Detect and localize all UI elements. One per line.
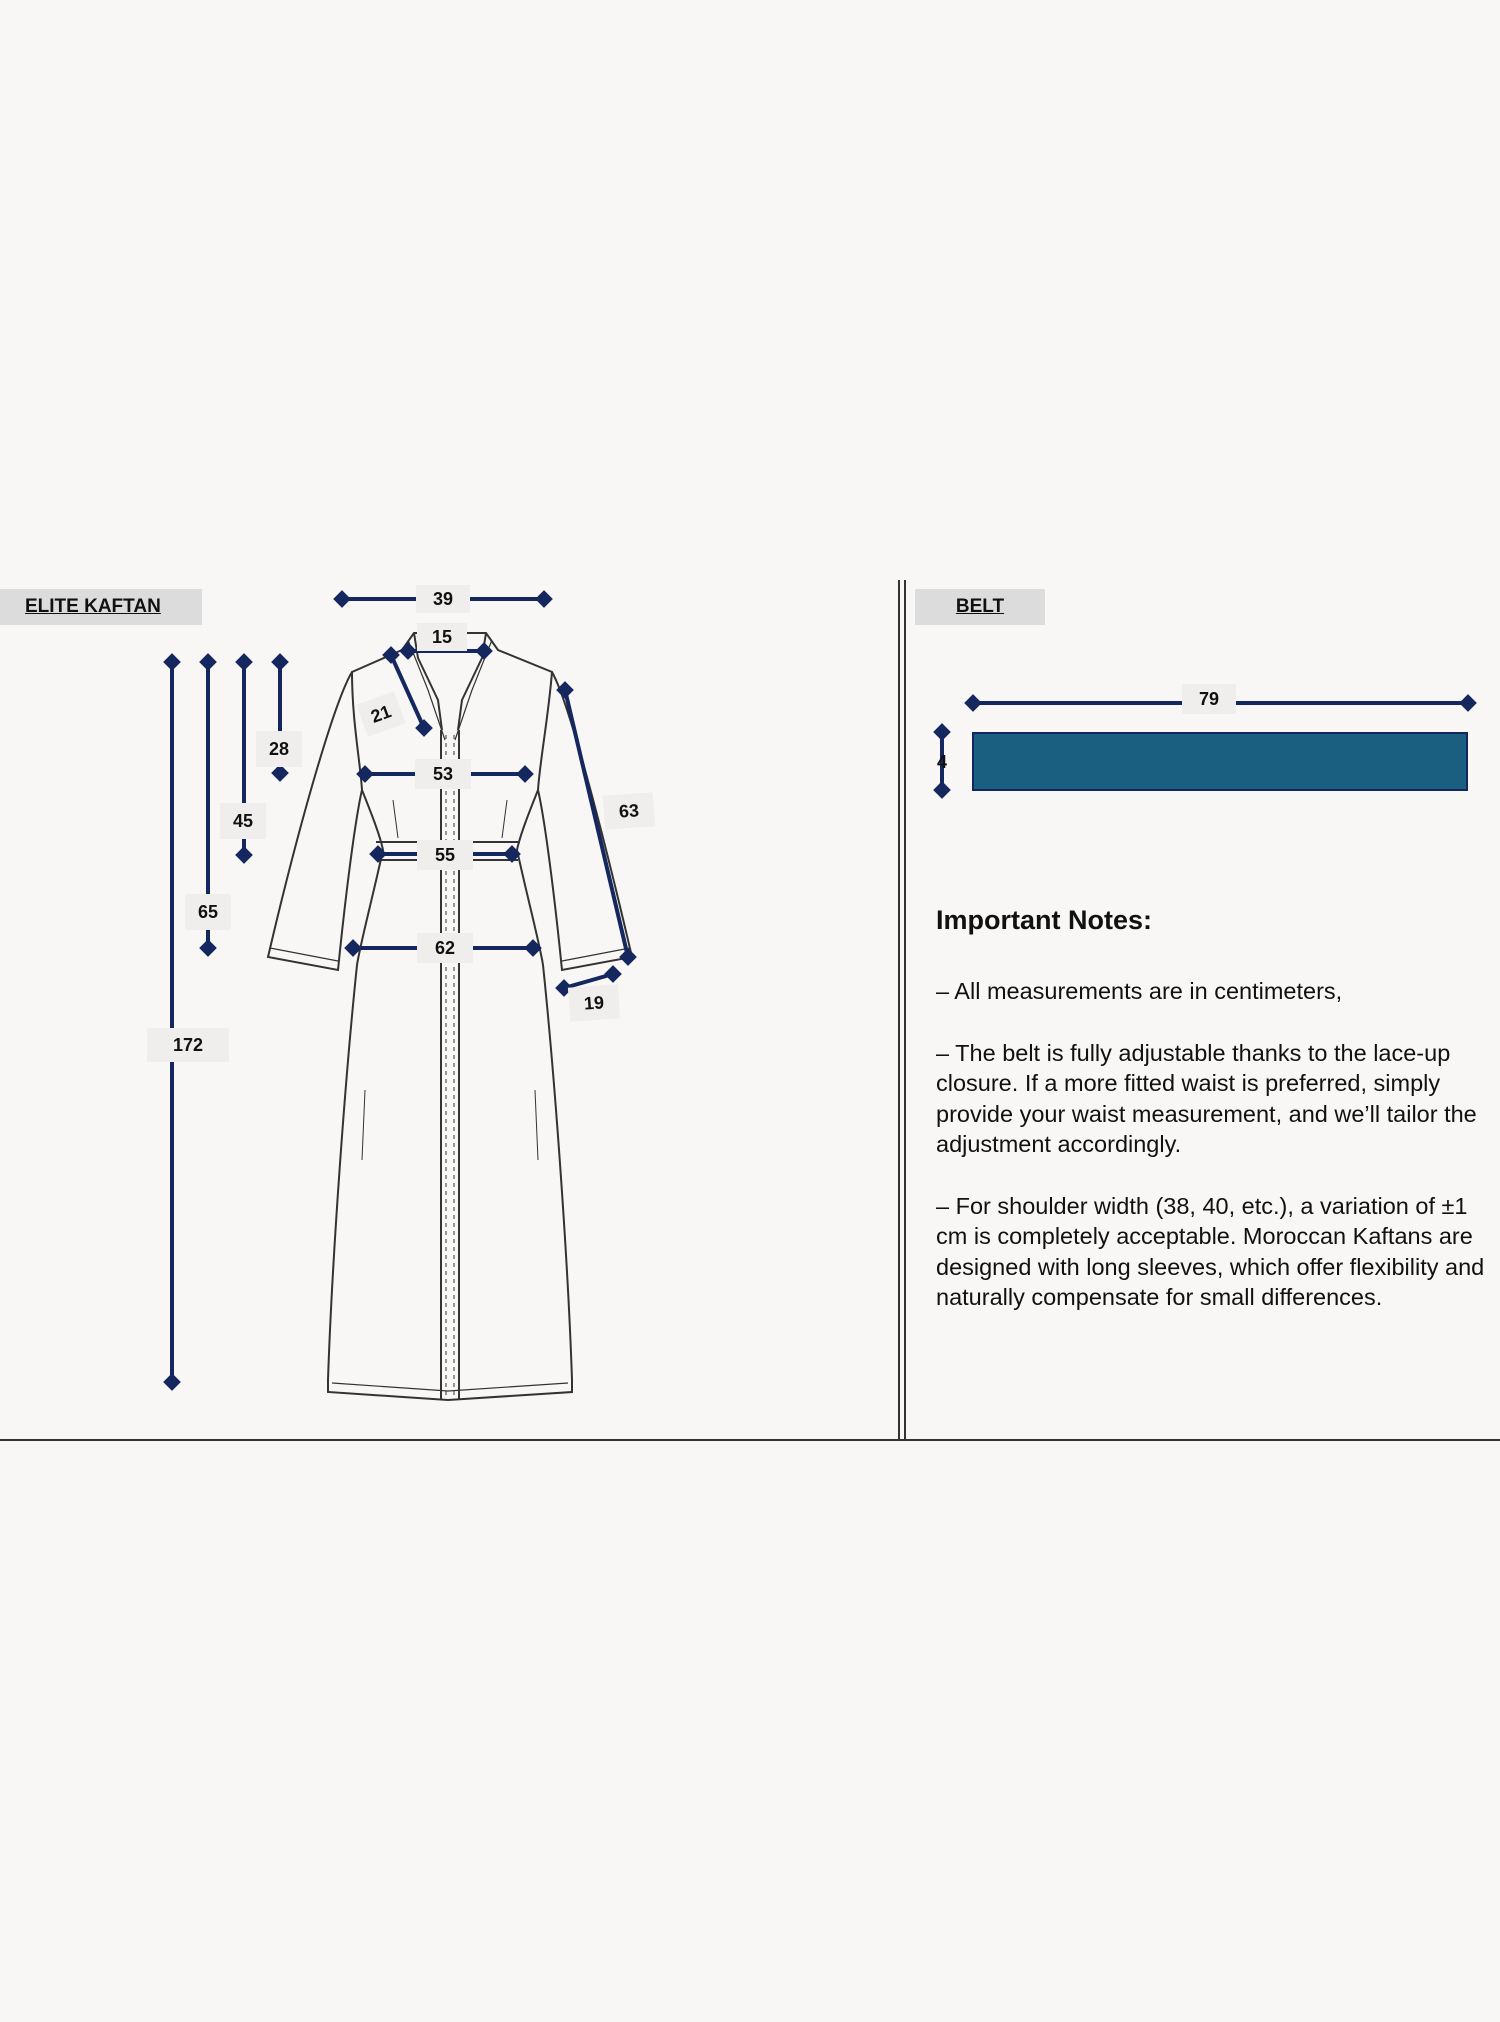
important-notes — [936, 905, 1496, 1344]
label-vertical-65: 65 — [185, 894, 231, 930]
label-belt-width: 4 — [936, 751, 947, 772]
label-hip-width: 62 — [417, 933, 473, 963]
note-item: – All measurements are in centimeters, — [936, 978, 1343, 1004]
kaftan-title: ELITE KAFTAN — [0, 589, 202, 625]
label-sleeve-length: 63 — [603, 792, 655, 829]
label-sleeve-opening: 19 — [568, 984, 620, 1021]
kaftan-body — [328, 633, 572, 1400]
front-placket — [441, 730, 459, 1400]
notes-title: Important Notes: — [936, 905, 1152, 935]
label-total-length: 172 — [147, 1028, 229, 1062]
label-neck-width: 15 — [417, 623, 467, 651]
label-vertical-45: 45 — [220, 803, 266, 839]
label-vertical-28: 28 — [256, 731, 302, 767]
left-sleeve — [268, 672, 362, 970]
note-item: – For shoulder width (38, 40, etc.), a variation of ±1 cm is completely acceptable. Moroccan Kaftans are designed with long sleeves, which offer flexibility and naturally compensate for small differences. — [936, 1192, 1485, 1310]
note-item: – The belt is fully adjustable thanks to the lace-up closure. If a more fitted waist is preferred, simply provide your waist measurement, and we’ll tailor the adjustment accordingly. — [936, 1039, 1477, 1157]
label-chest-width: 53 — [415, 759, 471, 789]
label-neckline-depth: 21 — [356, 691, 405, 737]
label-waist-width: 55 — [417, 840, 473, 870]
belt-bar — [973, 733, 1467, 790]
label-shoulder-width: 39 — [416, 585, 470, 613]
belt-title: BELT — [915, 589, 1045, 625]
label-belt-length: 79 — [1182, 684, 1236, 714]
